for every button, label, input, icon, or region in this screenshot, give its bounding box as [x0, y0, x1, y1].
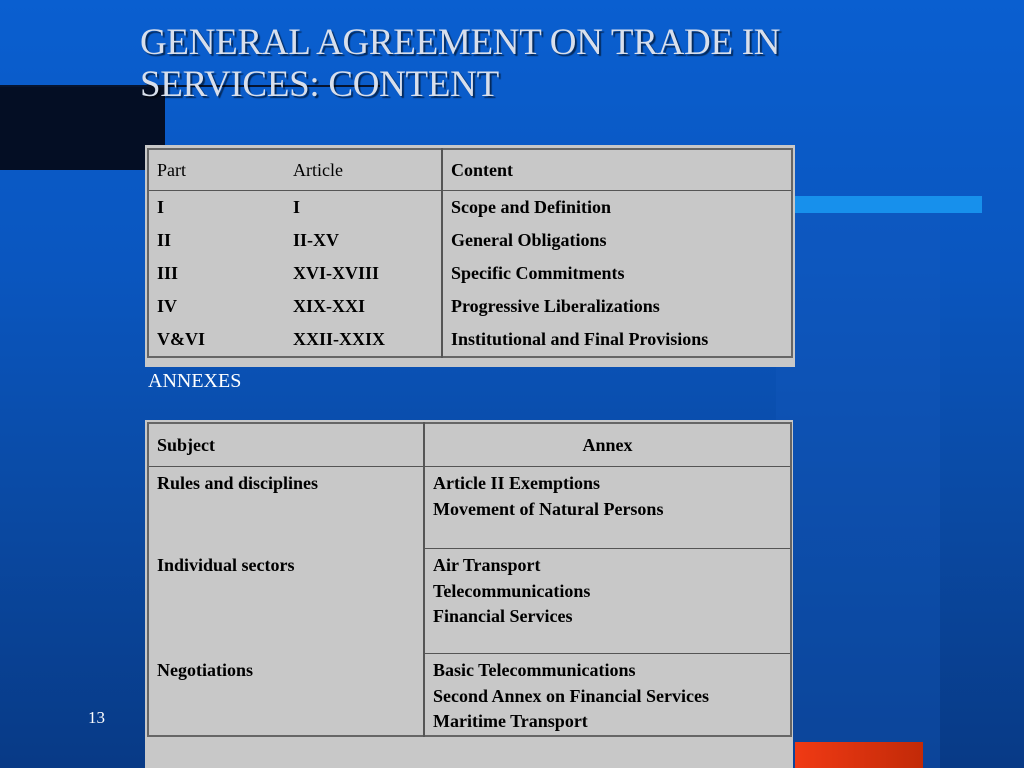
subject-cell: Rules and disciplines: [157, 473, 319, 493]
article-cell: XVI-XVIII: [293, 263, 380, 283]
table-row: [148, 224, 792, 257]
header-annex: Annex: [424, 423, 791, 467]
part-cell: I: [157, 197, 165, 217]
title-line-1: GENERAL AGREEMENT ON TRADE IN: [140, 22, 781, 63]
header-article: Article: [285, 149, 442, 191]
part-cell: II: [157, 230, 172, 250]
table-row: [148, 549, 791, 654]
article-cell: I: [293, 197, 301, 217]
article-cell: XXII-XXIX: [293, 329, 386, 349]
annex-item: Second Annex on Financial Services: [433, 685, 710, 706]
annex-item: Article II Exemptions: [433, 473, 600, 493]
table-row: [148, 467, 791, 549]
content-cell: Specific Commitments: [442, 257, 792, 290]
title-line-2: SERVICES: CONTENT: [140, 64, 499, 105]
annex-cell: [424, 467, 791, 549]
annex-table: [147, 422, 792, 737]
annex-item: Maritime Transport: [433, 711, 588, 731]
content-cell: Scope and Definition: [442, 191, 792, 225]
content-cell: Institutional and Final Provisions: [442, 323, 792, 357]
subject-cell: Individual sectors: [157, 554, 295, 575]
table-row: [148, 323, 792, 357]
annex-item: Telecommunications: [433, 580, 591, 601]
header-content: Content: [442, 149, 792, 191]
article-cell: XIX-XXI: [293, 296, 365, 316]
parts-table: [147, 148, 793, 358]
header-part: Part: [148, 149, 285, 191]
cyan-decor-bar: [790, 196, 982, 213]
table-row: [148, 290, 792, 323]
part-cell: III: [157, 263, 179, 283]
annex-item: Basic Telecommunications: [433, 660, 636, 680]
article-cell: II-XV: [293, 230, 340, 250]
annex-item: Movement of Natural Persons: [433, 498, 664, 519]
table-row: [148, 257, 792, 290]
slide-title: [140, 22, 900, 106]
annex-cell: [424, 549, 791, 654]
red-decor-bar: [795, 742, 923, 768]
table-row: [148, 191, 792, 225]
decor-panel: [776, 213, 940, 768]
page-number: 13: [88, 708, 105, 727]
parts-table-header: [148, 149, 792, 191]
content-cell: Progressive Liberalizations: [442, 290, 792, 323]
part-cell: V&VI: [157, 329, 205, 349]
subject-cell: Negotiations: [157, 659, 253, 680]
content-cell: General Obligations: [442, 224, 792, 257]
part-cell: IV: [157, 296, 178, 316]
annex-table-header: [148, 423, 791, 467]
annex-item: Financial Services: [433, 606, 573, 626]
table-row: [148, 654, 791, 736]
annexes-heading: ANNEXES: [148, 370, 242, 392]
annex-item: Air Transport: [433, 555, 541, 575]
annex-cell: [424, 654, 791, 736]
header-subject: Subject: [148, 423, 424, 467]
